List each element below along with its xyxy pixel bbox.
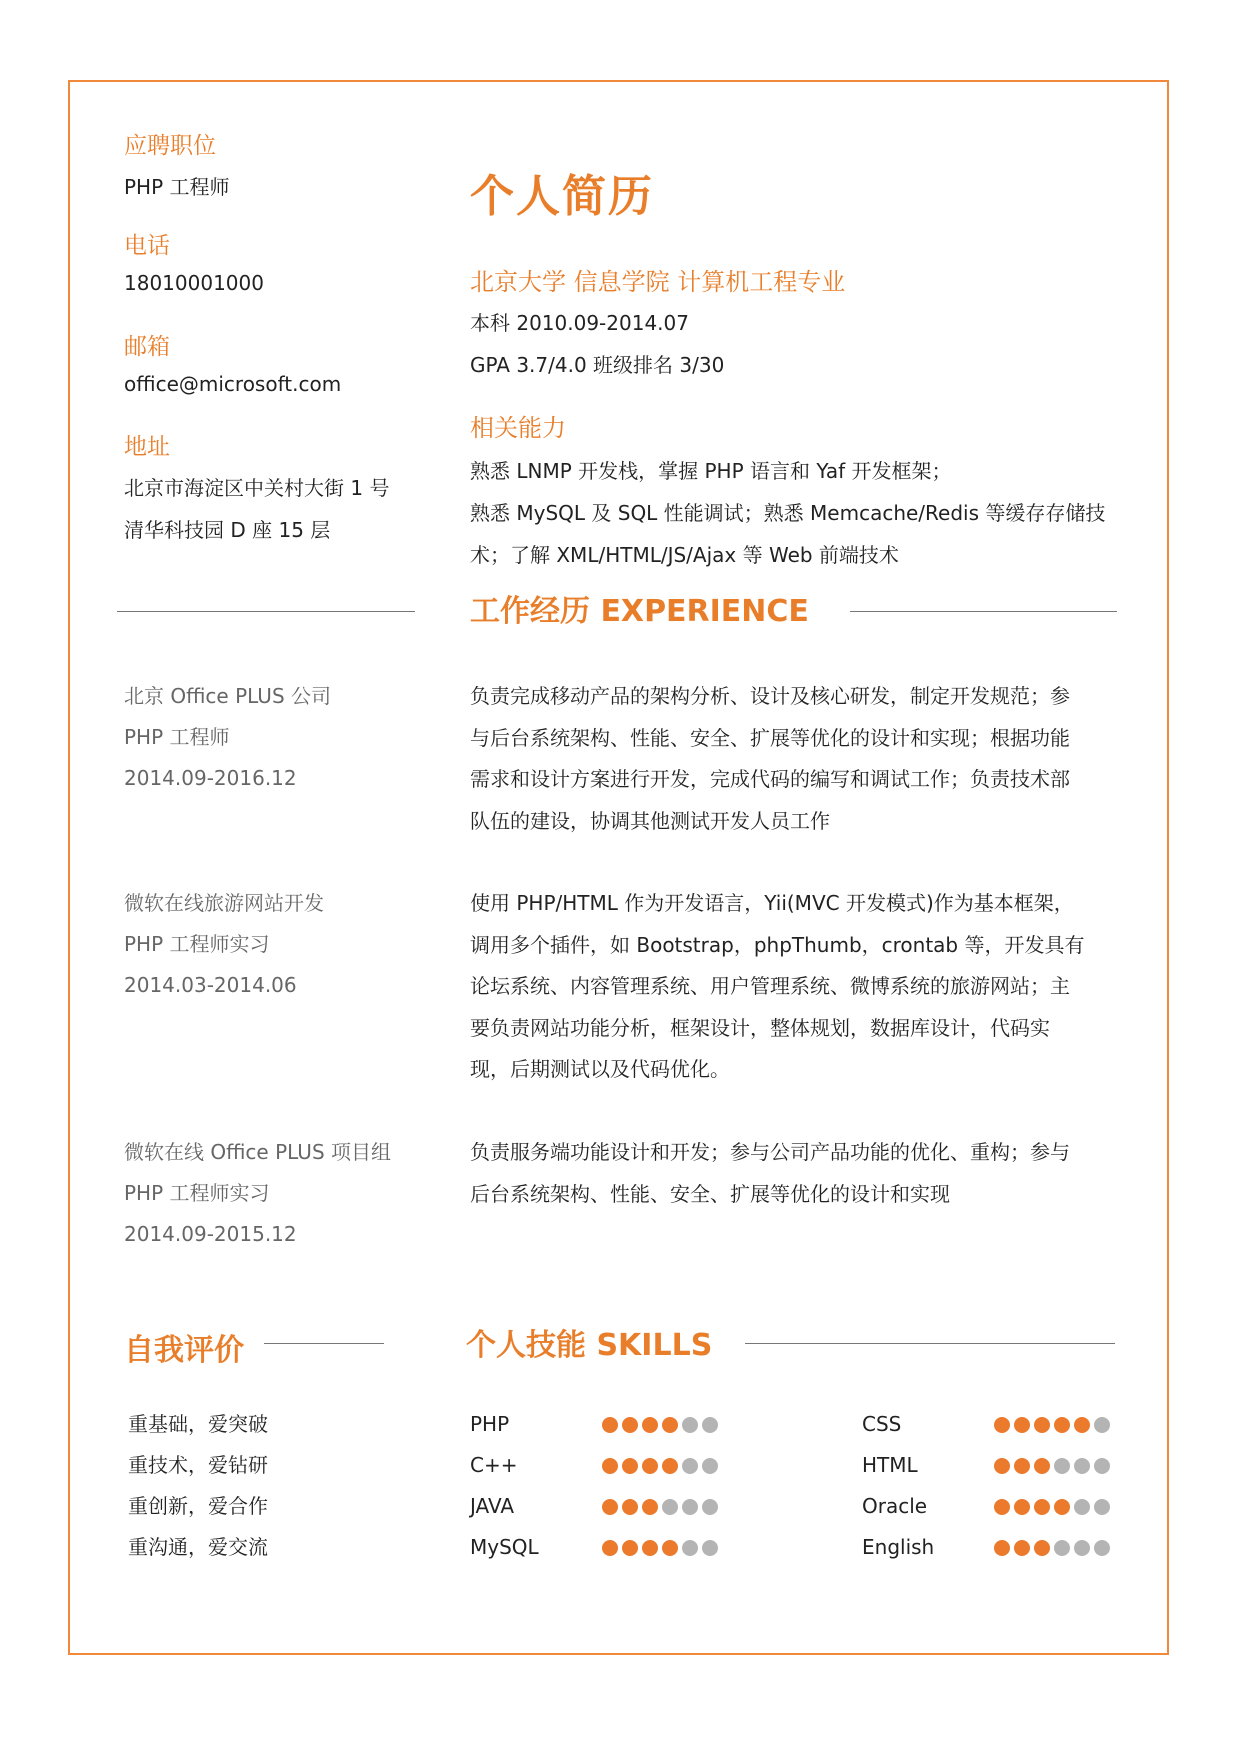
- divider-right: [850, 611, 1117, 612]
- skill-name: English: [862, 1535, 935, 1559]
- rating-dot-filled: [1034, 1499, 1050, 1515]
- ability-line: 术；了解 XML/HTML/JS/Ajax 等 Web 前端技术: [470, 543, 899, 567]
- rating-dot-filled: [662, 1458, 678, 1474]
- rating-dot-filled: [994, 1417, 1010, 1433]
- job-desc-line: 调用多个插件，如 Bootstrap，phpThumb，crontab 等，开发具有: [470, 932, 1085, 957]
- page-title: 个人简历: [470, 171, 654, 222]
- rating-dot-empty: [702, 1458, 718, 1474]
- ability-line: 熟悉 MySQL 及 SQL 性能调试；熟悉 Memcache/Redis 等缓存存储技: [470, 501, 1106, 525]
- rating-dot-filled: [622, 1499, 638, 1515]
- skill-rating: [602, 1527, 718, 1568]
- job-desc-line: 队伍的建设，协调其他测试开发人员工作: [470, 808, 830, 833]
- rating-dot-empty: [682, 1540, 698, 1556]
- skill-rating: [602, 1445, 718, 1486]
- rating-dot-filled: [994, 1540, 1010, 1556]
- abilities-heading: 相关能力: [470, 414, 566, 442]
- rating-dot-empty: [702, 1499, 718, 1515]
- rating-dot-filled: [622, 1417, 638, 1433]
- rating-dot-filled: [662, 1417, 678, 1433]
- skill-name: C++: [470, 1453, 518, 1477]
- rating-dot-empty: [682, 1458, 698, 1474]
- rating-dot-filled: [602, 1417, 618, 1433]
- skill-rating: [602, 1486, 718, 1527]
- position-label: 应聘职位: [124, 133, 216, 159]
- phone-label: 电话: [124, 233, 170, 259]
- job-desc-line: 要负责网站功能分析，框架设计，整体规划，数据库设计，代码实: [470, 1015, 1050, 1040]
- skills-divider: [745, 1343, 1115, 1344]
- abilities-list: [470, 450, 1105, 576]
- self-eval-list: [128, 1404, 268, 1568]
- skill-rating: [602, 1404, 718, 1445]
- rating-dot-filled: [1034, 1540, 1050, 1556]
- rating-dot-empty: [1054, 1458, 1070, 1474]
- rating-dot-filled: [1014, 1458, 1030, 1474]
- address-line-2: 清华科技园 D 座 15 层: [124, 518, 331, 542]
- job-period: 2014.03-2014.06: [124, 973, 297, 997]
- self-eval-item: 重沟通，爱交流: [128, 1535, 268, 1559]
- skills-left-names: [470, 1404, 539, 1568]
- rating-dot-empty: [1094, 1540, 1110, 1556]
- skill-rating: [994, 1404, 1110, 1445]
- job-info: [124, 1132, 391, 1255]
- job-desc-line: 负责完成移动产品的架构分析、设计及核心研发，制定开发规范；参: [470, 684, 1070, 708]
- rating-dot-filled: [994, 1458, 1010, 1474]
- rating-dot-filled: [1034, 1458, 1050, 1474]
- self-eval-heading: 自我评价: [124, 1333, 244, 1368]
- job-desc-line: 论坛系统、内容管理系统、用户管理系统、微博系统的旅游网站；主: [470, 974, 1070, 998]
- job-company: 微软在线旅游网站开发: [124, 891, 324, 915]
- ability-line: 熟悉 LNMP 开发栈，掌握 PHP 语言和 Yaf 开发框架；: [470, 459, 952, 483]
- skills-right-names: [862, 1404, 934, 1568]
- rating-dot-empty: [682, 1499, 698, 1515]
- rating-dot-empty: [1074, 1499, 1090, 1515]
- rating-dot-filled: [1014, 1540, 1030, 1556]
- rating-dot-filled: [1054, 1499, 1070, 1515]
- gpa-line: GPA 3.7/4.0 班级排名 3/30: [470, 353, 725, 377]
- skill-rating: [994, 1527, 1110, 1568]
- divider-left: [117, 611, 415, 612]
- rating-dot-filled: [642, 1540, 658, 1556]
- job-desc-line: 负责服务端功能设计和开发；参与公司产品功能的优化、重构；参与: [470, 1140, 1070, 1164]
- job-desc-line: 需求和设计方案进行开发，完成代码的编写和调试工作；负责技术部: [470, 767, 1070, 791]
- email-value[interactable]: office@microsoft.com: [124, 372, 342, 396]
- rating-dot-empty: [1074, 1540, 1090, 1556]
- rating-dot-filled: [994, 1499, 1010, 1515]
- skill-name: JAVA: [470, 1494, 515, 1518]
- rating-dot-empty: [1094, 1417, 1110, 1433]
- job-info: [124, 883, 324, 1006]
- skills-right-ratings: [994, 1404, 1110, 1568]
- rating-dot-filled: [602, 1458, 618, 1474]
- self-eval-item: 重基础，爱突破: [128, 1412, 268, 1436]
- rating-dot-empty: [702, 1417, 718, 1433]
- rating-dot-empty: [1054, 1540, 1070, 1556]
- job-period: 2014.09-2015.12: [124, 1222, 297, 1246]
- skill-name: Oracle: [862, 1494, 928, 1518]
- experience-heading: 工作经历 EXPERIENCE: [470, 594, 809, 629]
- rating-dot-filled: [1034, 1417, 1050, 1433]
- job-company: 北京 Office PLUS 公司: [124, 684, 331, 708]
- job-role: PHP 工程师实习: [124, 932, 270, 956]
- rating-dot-filled: [642, 1417, 658, 1433]
- rating-dot-filled: [622, 1458, 638, 1474]
- rating-dot-empty: [682, 1417, 698, 1433]
- job-period: 2014.09-2016.12: [124, 766, 297, 790]
- position-value: PHP 工程师: [124, 175, 230, 199]
- address-label: 地址: [124, 434, 170, 460]
- rating-dot-filled: [602, 1499, 618, 1515]
- self-eval-item: 重技术，爱钻研: [128, 1453, 268, 1477]
- skill-name: MySQL: [470, 1535, 539, 1559]
- job-desc-line: 与后台系统架构、性能、安全、扩展等优化的设计和实现；根据功能: [470, 725, 1070, 750]
- job-desc-line: 后台系统架构、性能、安全、扩展等优化的设计和实现: [470, 1181, 950, 1206]
- skill-name: PHP: [470, 1412, 510, 1436]
- phone-value: 18010001000: [124, 271, 264, 295]
- job-description: [470, 883, 1115, 1091]
- job-desc-line: 使用 PHP/HTML 作为开发语言，Yii(MVC 开发模式)作为基本框架，: [470, 891, 1074, 915]
- rating-dot-empty: [1094, 1499, 1110, 1515]
- rating-dot-filled: [1014, 1417, 1030, 1433]
- rating-dot-filled: [642, 1499, 658, 1515]
- self-eval-divider: [264, 1343, 384, 1344]
- email-label: 邮箱: [124, 334, 170, 360]
- rating-dot-filled: [662, 1540, 678, 1556]
- job-description: [470, 1132, 1115, 1215]
- rating-dot-empty: [702, 1540, 718, 1556]
- skill-name: HTML: [862, 1453, 918, 1477]
- job-company: 微软在线 Office PLUS 项目组: [124, 1140, 391, 1164]
- education-line: 北京大学 信息学院 计算机工程专业: [470, 268, 846, 296]
- job-role: PHP 工程师: [124, 725, 230, 749]
- self-eval-item: 重创新，爱合作: [128, 1494, 268, 1518]
- job-info: [124, 676, 331, 799]
- skills-heading: 个人技能 SKILLS: [466, 1328, 713, 1363]
- rating-dot-empty: [662, 1499, 678, 1515]
- rating-dot-filled: [622, 1540, 638, 1556]
- skill-rating: [994, 1486, 1110, 1527]
- rating-dot-filled: [602, 1540, 618, 1556]
- rating-dot-empty: [1074, 1458, 1090, 1474]
- rating-dot-filled: [1014, 1499, 1030, 1515]
- job-description: [470, 676, 1115, 842]
- degree-line: 本科 2010.09-2014.07: [470, 311, 689, 335]
- address-line-1: 北京市海淀区中关村大街 1 号: [124, 476, 390, 500]
- rating-dot-filled: [1054, 1417, 1070, 1433]
- rating-dot-empty: [1094, 1458, 1110, 1474]
- skill-rating: [994, 1445, 1110, 1486]
- skills-left-ratings: [602, 1404, 718, 1568]
- job-desc-line: 现，后期测试以及代码优化。: [470, 1057, 730, 1081]
- skill-name: CSS: [862, 1412, 902, 1436]
- job-role: PHP 工程师实习: [124, 1181, 270, 1205]
- rating-dot-filled: [642, 1458, 658, 1474]
- rating-dot-filled: [1074, 1417, 1090, 1433]
